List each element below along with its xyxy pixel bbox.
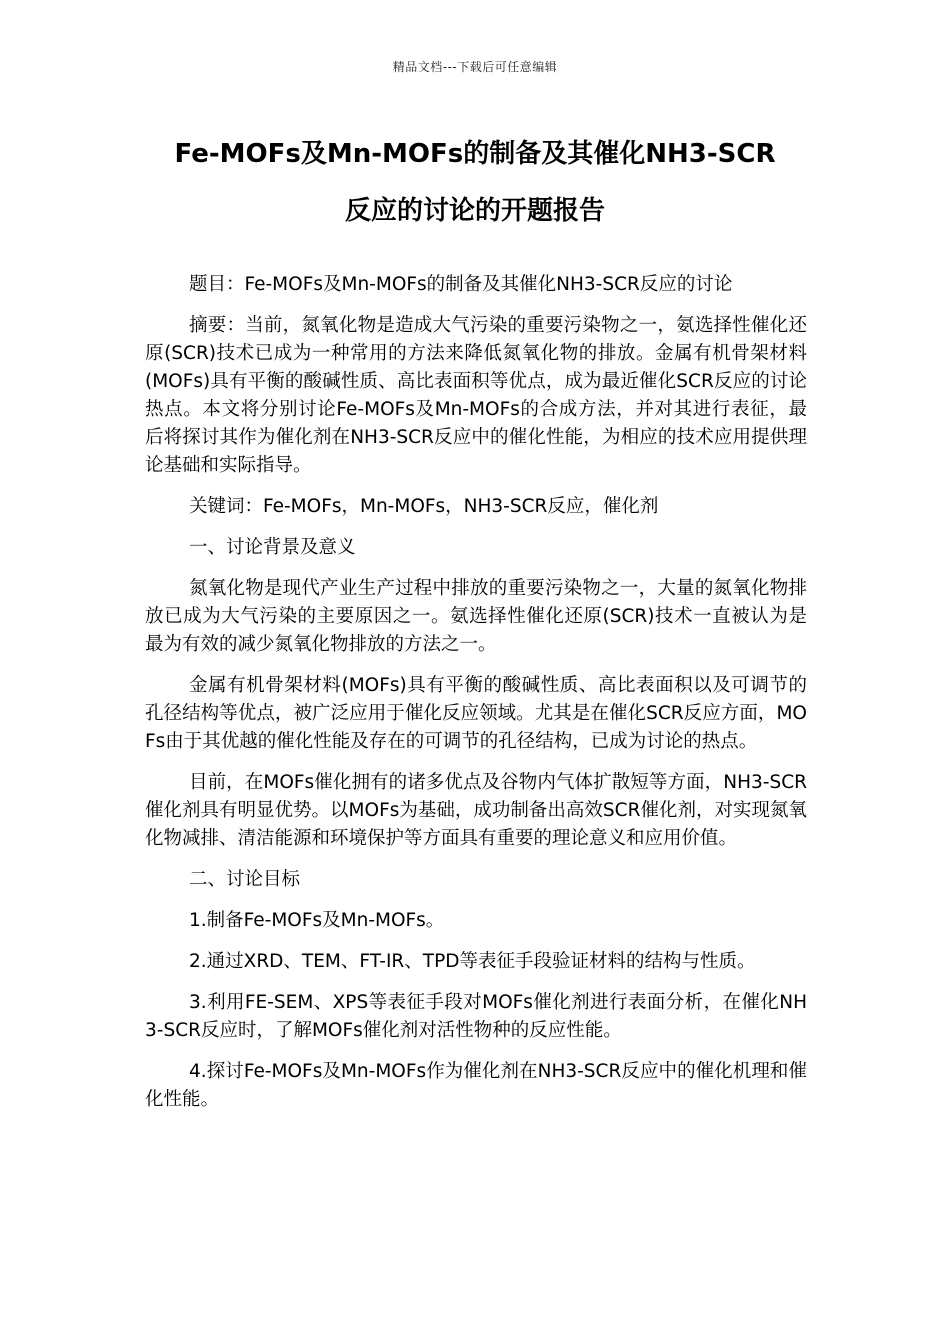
document-title-line-1: Fe-MOFs及Mn-MOFs的制备及其催化NH3-SCR [174, 139, 776, 169]
background-paragraph-3: 目前，在MOFs催化拥有的诸多优点及谷物内气体扩散短等方面，NH3-SCR催化剂具有明显优势。以MOFs为基础，成功制备出高效SCR催化剂，对实现氮氧化物减排、清洁能源和环境保护等方面具有重要的理论意义和应用价值。 [145, 772, 807, 849]
objective-item-2: 2.通过XRD、TEM、FT-IR、TPD等表征手段验证材料的结构与性质。 [189, 951, 756, 972]
section-heading-background: 一、讨论背景及意义 [189, 537, 356, 558]
document-title-line-2: 反应的讨论的开题报告 [344, 196, 605, 226]
objective-item-1: 1.制备Fe-MOFs及Mn-MOFs。 [189, 910, 445, 931]
abstract-paragraph: 摘要：当前，氮氧化物是造成大气污染的重要污染物之一，氨选择性催化还原(SCR)技术已成为一种常用的方法来降低氮氧化物的排放。金属有机骨架材料(MOFs)具有平衡的酸碱性质、高比表面积等优点，成为最近催化SCR反应的讨论热点。本文将分别讨论Fe-MOFs及Mn-MOFs的合成方法，并对其进行表征，最后将探讨其作为催化剂在NH3-SCR反应中的催化性能，为相应的技术应用提供理论基础和实际指导。 [145, 315, 807, 476]
keywords-paragraph: 关键词：Fe-MOFs，Mn-MOFs，NH3-SCR反应，催化剂 [189, 496, 659, 517]
background-paragraph-1: 氮氧化物是现代产业生产过程中排放的重要污染物之一，大量的氮氧化物排放已成为大气污染的主要原因之一。氨选择性催化还原(SCR)技术一直被认为是最为有效的减少氮氧化物排放的方法之一。 [145, 578, 807, 655]
objective-item-4: 4.探讨Fe-MOFs及Mn-MOFs作为催化剂在NH3-SCR反应中的催化机理和催化性能。 [145, 1061, 807, 1110]
document-body [145, 271, 807, 1127]
page-header: 精品文档---下载后可任意编辑 [392, 60, 558, 74]
topic-paragraph: 题目：Fe-MOFs及Mn-MOFs的制备及其催化NH3-SCR反应的讨论 [189, 274, 733, 295]
background-paragraph-2: 金属有机骨架材料(MOFs)具有平衡的酸碱性质、高比表面积以及可调节的孔径结构等优点，被广泛应用于催化反应领域。尤其是在催化SCR反应方面，MOFs由于其优越的催化性能及存在的可调节的孔径结构，已成为讨论的热点。 [145, 675, 807, 752]
section-heading-objectives: 二、讨论目标 [189, 869, 301, 890]
objective-item-3: 3.利用FE-SEM、XPS等表征手段对MOFs催化剂进行表面分析，在催化NH3-SCR反应时，了解MOFs催化剂对活性物种的反应性能。 [145, 992, 807, 1041]
